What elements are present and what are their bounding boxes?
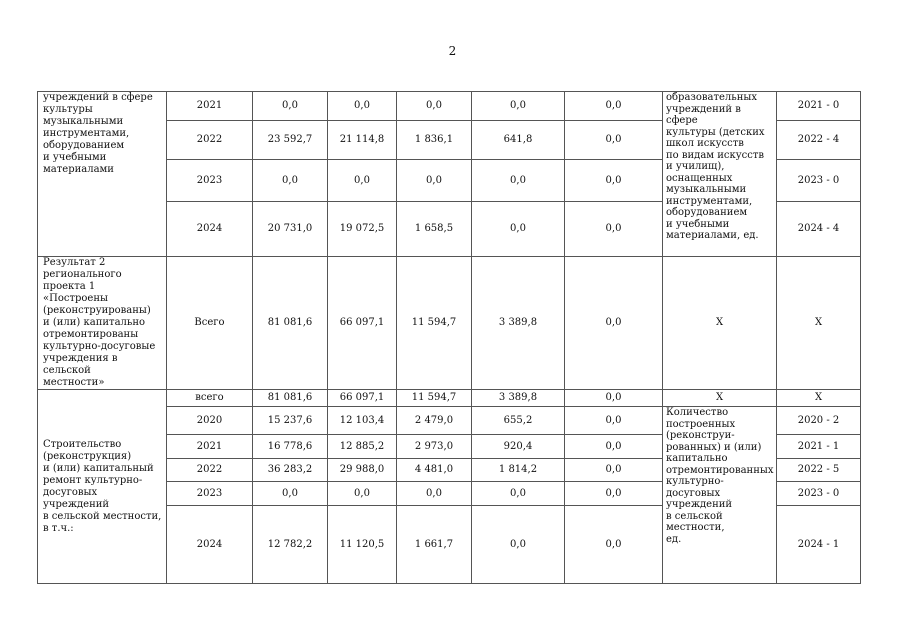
target-cell: 2022 - 5 <box>777 459 861 482</box>
value-cell: 81 081,6 <box>253 257 328 390</box>
value-cell: 0,0 <box>472 482 565 506</box>
value-cell: 641,8 <box>472 121 565 160</box>
value-cell: 81 081,6 <box>253 390 328 407</box>
value-cell: 11 594,7 <box>397 390 472 407</box>
value-cell: 0,0 <box>397 92 472 121</box>
target-cell: 2021 - 1 <box>777 435 861 459</box>
value-cell: 4 481,0 <box>397 459 472 482</box>
value-cell: 0,0 <box>565 506 663 584</box>
value-cell: 12 103,4 <box>328 407 397 435</box>
value-cell: 0,0 <box>565 257 663 390</box>
value-cell: 0,0 <box>253 92 328 121</box>
value-cell: 1 814,2 <box>472 459 565 482</box>
target-cell: 2023 - 0 <box>777 482 861 506</box>
value-cell: 23 592,7 <box>253 121 328 160</box>
value-cell: 0,0 <box>565 202 663 257</box>
value-cell: 0,0 <box>397 160 472 202</box>
target-cell: Х <box>777 390 861 407</box>
value-cell: 0,0 <box>328 482 397 506</box>
value-cell: 2 973,0 <box>397 435 472 459</box>
target-cell: 2020 - 2 <box>777 407 861 435</box>
target-cell: 2021 - 0 <box>777 92 861 121</box>
value-cell: 0,0 <box>472 506 565 584</box>
value-cell: 15 237,6 <box>253 407 328 435</box>
value-cell: 0,0 <box>565 390 663 407</box>
year-cell: всего <box>167 390 253 407</box>
value-cell: 0,0 <box>397 482 472 506</box>
value-cell: 12 885,2 <box>328 435 397 459</box>
value-cell: 0,0 <box>328 160 397 202</box>
year-cell: 2021 <box>167 92 253 121</box>
value-cell: 0,0 <box>565 407 663 435</box>
year-cell: 2021 <box>167 435 253 459</box>
value-cell: 2 479,0 <box>397 407 472 435</box>
value-cell: 12 782,2 <box>253 506 328 584</box>
year-cell: 2022 <box>167 459 253 482</box>
budget-table <box>37 91 861 584</box>
value-cell: 920,4 <box>472 435 565 459</box>
value-cell: 19 072,5 <box>328 202 397 257</box>
value-cell: 0,0 <box>565 160 663 202</box>
target-cell: 2024 - 4 <box>777 202 861 257</box>
value-cell: 0,0 <box>472 202 565 257</box>
year-cell: 2022 <box>167 121 253 160</box>
value-cell: 0,0 <box>565 482 663 506</box>
target-cell: 2024 - 1 <box>777 506 861 584</box>
target-cell: 2023 - 0 <box>777 160 861 202</box>
year-cell: 2023 <box>167 482 253 506</box>
row-description: учреждений в сфере культуры музыкальными инструментами, оборудованием и учебными материалами <box>38 92 167 257</box>
indicator-cell: Х <box>663 257 777 390</box>
value-cell: 66 097,1 <box>328 257 397 390</box>
year-cell: 2023 <box>167 160 253 202</box>
value-cell: 29 988,0 <box>328 459 397 482</box>
value-cell: 1 836,1 <box>397 121 472 160</box>
target-cell: 2022 - 4 <box>777 121 861 160</box>
value-cell: 0,0 <box>565 459 663 482</box>
value-cell: 20 731,0 <box>253 202 328 257</box>
value-cell: 36 283,2 <box>253 459 328 482</box>
value-cell: 3 389,8 <box>472 390 565 407</box>
value-cell: 0,0 <box>565 435 663 459</box>
value-cell: 11 120,5 <box>328 506 397 584</box>
indicator-cell: Х <box>663 390 777 407</box>
value-cell: 0,0 <box>253 482 328 506</box>
target-cell: Х <box>777 257 861 390</box>
year-cell: 2024 <box>167 202 253 257</box>
value-cell: 1 661,7 <box>397 506 472 584</box>
value-cell: 21 114,8 <box>328 121 397 160</box>
value-cell: 0,0 <box>253 160 328 202</box>
value-cell: 0,0 <box>328 92 397 121</box>
year-cell: Всего <box>167 257 253 390</box>
value-cell: 16 778,6 <box>253 435 328 459</box>
value-cell: 0,0 <box>565 121 663 160</box>
value-cell: 11 594,7 <box>397 257 472 390</box>
row-description: Результат 2 регионального проекта 1 «Построены (реконструированы) и (или) капитально отремонтированы культурно-досуговые учреждения в сельской местности» <box>38 257 167 390</box>
indicator-cell: Количество построенных (реконструи- рованных) и (или) капитально отремонтированных культурно- досуговых учреждений в сельской местности, ед. <box>663 407 777 584</box>
year-cell: 2020 <box>167 407 253 435</box>
year-cell: 2024 <box>167 506 253 584</box>
row-description: Строительство (реконструкция) и (или) капитальный ремонт культурно- досуговых учреждений в сельской местности, в т.ч.: <box>38 390 167 584</box>
value-cell: 0,0 <box>472 160 565 202</box>
value-cell: 66 097,1 <box>328 390 397 407</box>
value-cell: 3 389,8 <box>472 257 565 390</box>
table-row <box>38 92 861 121</box>
value-cell: 655,2 <box>472 407 565 435</box>
table-row <box>38 390 861 407</box>
table-row <box>38 257 861 390</box>
value-cell: 0,0 <box>565 92 663 121</box>
page-number: 2 <box>448 44 457 58</box>
value-cell: 0,0 <box>472 92 565 121</box>
value-cell: 1 658,5 <box>397 202 472 257</box>
indicator-cell: образовательных учреждений в сфере культуры (детских школ искусств по видам искусств и училищ), оснащенных музыкальными инструментами, оборудованием и учебными материалами, ед. <box>663 92 777 257</box>
